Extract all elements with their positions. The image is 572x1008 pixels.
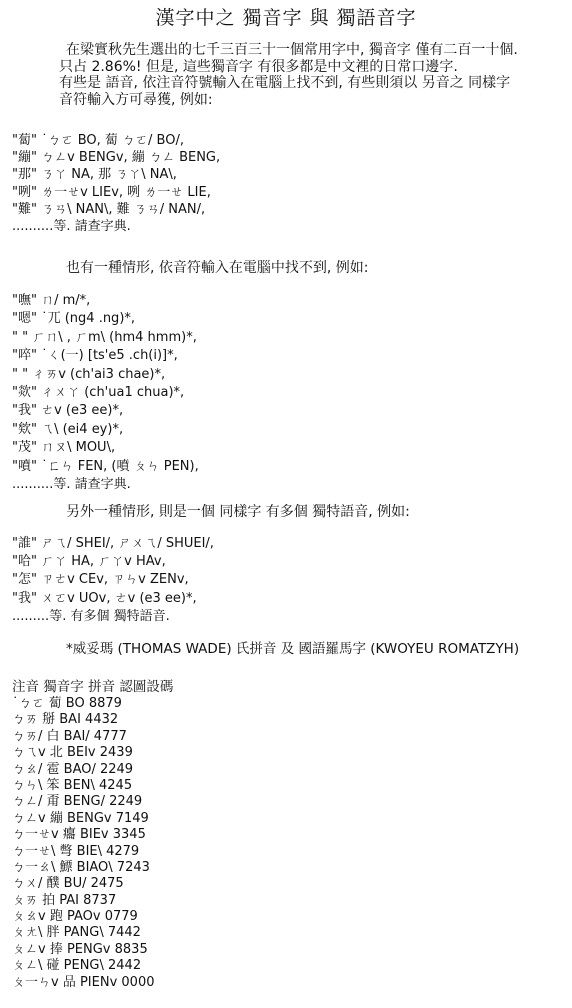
table-row: ㄅㄥv 繃 BENGv 7149 [12, 810, 149, 826]
list-item: "我" ㄜv (e3 ee)*, [12, 403, 124, 419]
table-row: ㄆㄞ 拍 PAI 8737 [12, 892, 117, 908]
table-row: ˙ㄅㄛ 蔔 BO 8879 [12, 696, 122, 711]
list-item: "噴" ˙ㄈㄣ FEN, (噴 ㄆㄣ PEN), [12, 458, 199, 474]
list-item: ..........等. 請查字典. [12, 218, 131, 234]
sound-table [12, 696, 562, 991]
list-item: "繃" ㄅㄥv BENGv, 繃 ㄅㄥ BENG, [12, 150, 221, 166]
table-row: ㄅ一ㄝv 癟 BIEv 3345 [12, 827, 146, 843]
table-row: ㄅㄨ/ 醭 BU/ 2475 [12, 876, 124, 892]
paragraph-3: 另外一種情形, 則是一個 同樣字 有多個 獨特語音, 例如: [66, 504, 410, 520]
list-item: "那" ㄋㄚ NA, 那 ㄋㄚ\ NA\, [12, 167, 177, 183]
intro-line: 音符輸入方可尋獲, 例如: [59, 91, 213, 108]
example-list-1 [12, 132, 562, 235]
list-item: "茂" ㄇㄡ\ MOU\, [12, 440, 116, 456]
list-item: "我" ㄨㄛv UOv, ㄜv (e3 ee)*, [12, 590, 197, 606]
table-row: ㄅㄥ/ 甭 BENG/ 2249 [12, 794, 143, 810]
table-row: ㄆㄤ\ 胖 PANG\ 7442 [12, 925, 141, 941]
list-item: "嘸" ㄇ/ m/*, [12, 293, 91, 308]
table-row: ㄆ一ㄣv 品 PIENv 0000 [12, 974, 155, 990]
list-item: "難" ㄋㄢ\ NAN\, 難 ㄋㄢ/ NAN/, [12, 201, 206, 217]
table-header: 注音 獨音字 拼音 認圖設碼 [12, 679, 174, 695]
list-item: "欻" ㄔㄨㄚ (ch'ua1 chua)*, [12, 384, 185, 400]
intro-line: 在梁實秋先生選出的七千三百三十一個常用字中, 獨音字 僅有二百一十個. [66, 42, 518, 58]
list-item: " " ㄏㄇ\ , ㄏm\ (hm4 hmm)*, [12, 329, 197, 345]
table-row: ㄅ一ㄠ\ 鰾 BIAO\ 7243 [12, 859, 150, 875]
table-row: ㄆㄥv 捧 PENGv 8835 [12, 941, 148, 957]
list-item: "誰" ㄕㄟ/ SHEI/, ㄕㄨㄟ/ SHUEI/, [12, 536, 214, 551]
table-row: ㄅㄞ 掰 BAI 4432 [12, 712, 119, 728]
table-row: ㄅㄞ/ 白 BAI/ 4777 [12, 728, 127, 744]
list-item: .........等. 有多個 獨特語音. [12, 608, 170, 624]
list-item: "哈" ㄏㄚ HA, ㄏㄚv HAv, [12, 554, 166, 570]
page-title: 漢字中之 獨音字 與 獨語音字 [155, 7, 417, 29]
footnote: *威妥瑪 (THOMAS WADE) 氏拼音 及 國語羅馬字 (KWOYEU ROMATZYH) [66, 641, 520, 657]
intro-paragraph [59, 42, 546, 108]
table-row: ㄅㄣ\ 笨 BEN\ 4245 [12, 777, 133, 793]
table-row: ㄅㄟv 北 BEIv 2439 [12, 745, 133, 761]
list-item: "啐" ˙ㄑ(一) [ts'e5 .ch(i)]*, [12, 348, 178, 364]
table-row: ㄆㄠv 跑 PAOv 0779 [12, 909, 138, 925]
example-list-3 [12, 535, 562, 626]
intro-line: 只占 2.86%! 但是, 這些獨音字 有很多都是中文裡的日常口邊字. [59, 58, 458, 75]
table-row: ㄅㄠ/ 雹 BAO/ 2249 [12, 761, 134, 777]
list-item: ..........等. 請查字典. [12, 476, 131, 492]
list-item: " " ㄔㄞv (ch'ai3 chae)*, [12, 366, 166, 382]
list-item: "蔔" ˙ㄅㄛ BO, 蔔 ㄅㄛ/ BO/, [12, 133, 184, 148]
example-list-2 [12, 292, 562, 494]
table-row: ㄅ一ㄝ\ 彆 BIE\ 4279 [12, 843, 140, 859]
paragraph-2: 也有一種情形, 依音符輸入在電腦中找不到, 例如: [66, 260, 369, 276]
table-row: ㄆㄥ\ 碰 PENG\ 2442 [12, 958, 142, 974]
list-item: "嗯" ˙ㄫ (ng4 .ng)*, [12, 311, 136, 327]
list-item: "欸" ㄟ\ (ei4 ey)*, [12, 421, 124, 437]
list-item: "咧" ㄌ一ㄝv LIEv, 咧 ㄌ一ㄝ LIE, [12, 184, 211, 200]
list-item: "怎" ㄗㄜv CEv, ㄗㄣv ZENv, [12, 572, 189, 588]
intro-line: 有些是 語音, 依注音符號輸入在電腦上找不到, 有些則須以 另音之 同樣字 [59, 75, 511, 91]
